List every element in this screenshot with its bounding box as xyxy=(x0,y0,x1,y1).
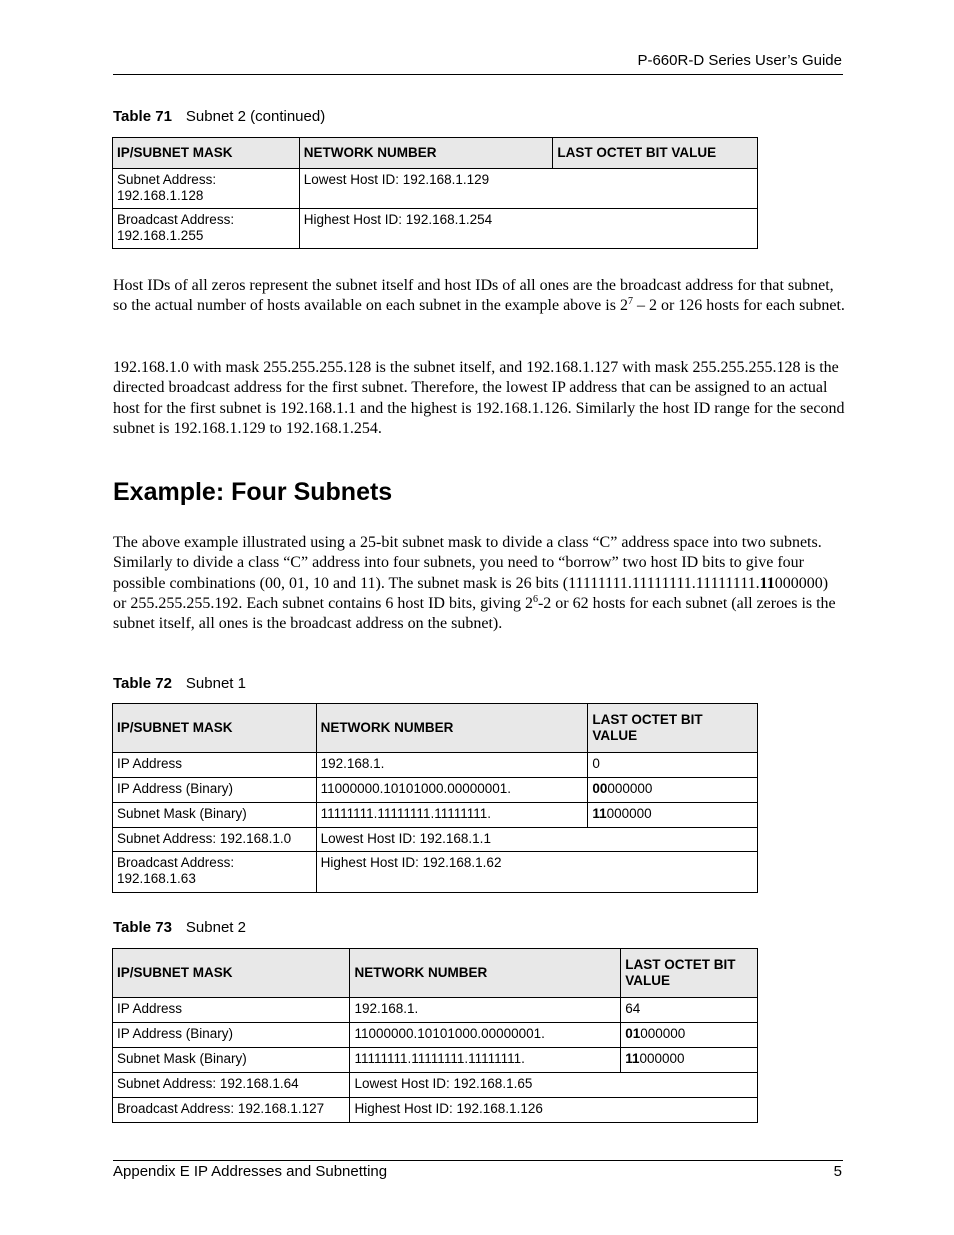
page-footer xyxy=(113,1160,843,1180)
paragraph-text: – 2 or 126 hosts for each subnet. xyxy=(632,297,845,315)
table-cell: Subnet Address: 192.168.1.0 xyxy=(113,828,317,852)
col-header-network-number: NETWORK NUMBER xyxy=(350,949,621,998)
table-cell xyxy=(113,169,300,209)
table-cell: Subnet Address: 192.168.1.64 xyxy=(113,1073,350,1098)
table-cell: Lowest Host ID: 192.168.1.129 xyxy=(299,169,757,209)
paragraph-text: Host IDs of all zeros represent the subnet itself and host IDs of all ones are the broadcast address for that subnet, so the actual number of hosts available on each subnet in the example above is 2 xyxy=(113,277,834,315)
table-cell: Highest Host ID: 192.168.1.126 xyxy=(350,1098,758,1123)
table-cell: IP Address xyxy=(113,998,350,1023)
table-cell: Highest Host ID: 192.168.1.62 xyxy=(316,852,757,893)
table-72 xyxy=(112,703,758,893)
cell-line: Subnet Address: xyxy=(117,172,217,187)
header-line: LAST OCTET BIT xyxy=(625,957,736,972)
table-72-caption xyxy=(113,675,246,692)
table-row xyxy=(113,852,758,893)
table-cell: IP Address xyxy=(113,753,317,778)
table-cell: 11111111.11111111.11111111. xyxy=(350,1048,621,1073)
table-row xyxy=(113,753,758,778)
table-cell: 0 xyxy=(588,753,758,778)
page-number: 5 xyxy=(833,1163,842,1180)
table-row xyxy=(113,169,758,209)
page-header xyxy=(113,50,843,75)
table-row xyxy=(113,1048,758,1073)
table-cell xyxy=(113,209,300,249)
paragraph-text: -2 or 62 hosts for each subnet (all zeroes is the subnet itself, all ones is the broadcast address on the subnet). xyxy=(113,594,836,633)
table-row xyxy=(113,778,758,803)
table-cell: Subnet Mask (Binary) xyxy=(113,803,317,828)
col-header-network-number: NETWORK NUMBER xyxy=(316,704,588,753)
table-cell xyxy=(621,1023,758,1048)
table-cell: 11111111.11111111.11111111. xyxy=(316,803,588,828)
table-cell: 64 xyxy=(621,998,758,1023)
col-header-last-octet: LAST OCTET BIT VALUE xyxy=(553,138,758,169)
bold-bits: 00 xyxy=(592,781,608,796)
table-cell: IP Address (Binary) xyxy=(113,1023,350,1048)
table-cell xyxy=(588,778,758,803)
table-cell: IP Address (Binary) xyxy=(113,778,317,803)
table-71-header-row xyxy=(113,138,758,169)
table-cell xyxy=(621,1048,758,1073)
col-header-ip-subnet-mask: IP/SUBNET MASK xyxy=(113,704,317,753)
table-73 xyxy=(112,948,758,1123)
footer-section-title: Appendix E IP Addresses and Subnetting xyxy=(113,1163,388,1180)
bits: 000000 xyxy=(606,806,652,821)
paragraph-host-ids xyxy=(113,276,845,317)
table-cell: Broadcast Address: 192.168.1.127 xyxy=(113,1098,350,1123)
table-73-label: Table 73 xyxy=(113,919,172,936)
bold-bits: 01 xyxy=(625,1026,641,1041)
table-73-header-row xyxy=(113,949,758,998)
header-line: VALUE xyxy=(592,728,638,743)
table-cell: Lowest Host ID: 192.168.1.65 xyxy=(350,1073,758,1098)
bold-bits: 11 xyxy=(759,574,775,592)
paragraph-subnet-range: 192.168.1.0 with mask 255.255.255.128 is the subnet itself, and 192.168.1.127 with mask 255.255.255.128 is the directed broadcast address for the first subnet. Therefore, the lowest IP address that can be assigned to an actual host for the first subnet is 192.168.1.1 and the highest is 192.168.1.126. Similarly the host ID range for the second subnet is 192.168.1.129 to 192.168.1.254. xyxy=(113,359,845,437)
col-header-ip-subnet-mask: IP/SUBNET MASK xyxy=(113,949,350,998)
table-72-title: Subnet 1 xyxy=(185,675,246,692)
table-cell: Highest Host ID: 192.168.1.254 xyxy=(299,209,757,249)
table-row xyxy=(113,1023,758,1048)
table-cell: Lowest Host ID: 192.168.1.1 xyxy=(316,828,757,852)
table-73-title: Subnet 2 xyxy=(185,919,246,936)
table-row xyxy=(113,209,758,249)
table-72-label: Table 72 xyxy=(113,675,172,692)
bits: 000000 xyxy=(607,781,653,796)
paragraph-text: 000000) or 255.255.255.192. Each subnet contains 6 host ID bits, giving 2 xyxy=(113,574,829,612)
col-header-network-number: NETWORK NUMBER xyxy=(299,138,553,169)
bold-bits: 11 xyxy=(625,1051,640,1066)
cell-line: Broadcast Address: xyxy=(117,855,235,870)
bits: 000000 xyxy=(640,1026,686,1041)
table-71-label: Table 71 xyxy=(113,108,172,125)
cell-line: 192.168.1.128 xyxy=(117,188,204,203)
paragraph-four-subnets xyxy=(113,533,845,634)
table-cell: 192.168.1. xyxy=(350,998,621,1023)
superscript: 6 xyxy=(532,593,538,605)
header-line: LAST OCTET BIT xyxy=(592,712,703,727)
table-cell xyxy=(113,852,317,893)
table-71 xyxy=(112,137,758,249)
guide-title: P-660R-D Series User’s Guide xyxy=(637,52,842,69)
table-cell: 11000000.10101000.00000001. xyxy=(350,1023,621,1048)
cell-line: Broadcast Address: xyxy=(117,212,235,227)
bits: 000000 xyxy=(639,1051,685,1066)
table-73-caption xyxy=(113,919,246,936)
table-row xyxy=(113,803,758,828)
table-71-title: Subnet 2 (continued) xyxy=(185,108,326,125)
table-cell: 11000000.10101000.00000001. xyxy=(316,778,588,803)
table-row xyxy=(113,828,758,852)
table-cell xyxy=(588,803,758,828)
table-72-header-row xyxy=(113,704,758,753)
table-71-caption xyxy=(113,108,325,125)
paragraph-text: The above example illustrated using a 25-bit subnet mask to divide a class “C” address space into two subnets. Similarly to divide a class “C” address into four subnets, you need to “borrow” two host ID bits to give four possible combinations (00, 01, 10 and 11). The subnet mask is 26 bits (11111111.11111111.11111111. xyxy=(113,534,822,592)
cell-line: 192.168.1.255 xyxy=(117,228,204,243)
bold-bits: 11 xyxy=(592,806,607,821)
table-cell: 192.168.1. xyxy=(316,753,588,778)
superscript: 7 xyxy=(627,296,633,308)
header-line: VALUE xyxy=(625,973,670,988)
col-header-ip-subnet-mask: IP/SUBNET MASK xyxy=(113,138,300,169)
table-cell: Subnet Mask (Binary) xyxy=(113,1048,350,1073)
section-heading: Example: Four Subnets xyxy=(113,478,393,506)
col-header-last-octet xyxy=(621,949,758,998)
table-row xyxy=(113,998,758,1023)
cell-line: 192.168.1.63 xyxy=(117,871,196,886)
col-header-last-octet xyxy=(588,704,758,753)
table-row xyxy=(113,1073,758,1098)
table-row xyxy=(113,1098,758,1123)
